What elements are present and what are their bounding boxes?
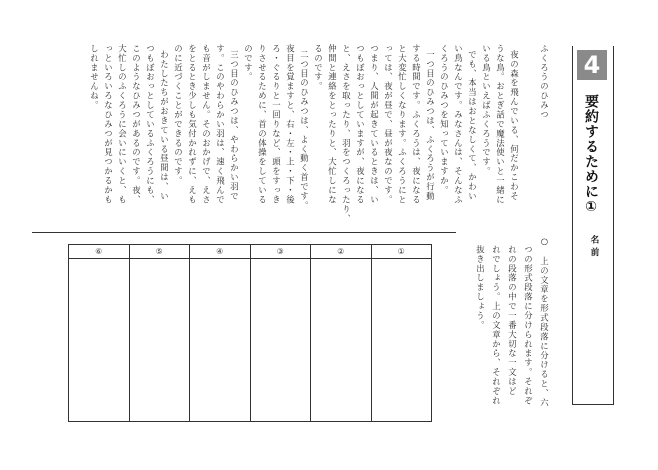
story-line: わたしたちがおきている昼間は、い [159,50,170,202]
answer-column-6 [69,245,129,421]
story-line: つまり、人間が起きているときは、い [369,44,380,205]
story-line: 仲間と連絡をとったりと、大忙しにな [327,44,338,205]
story-line: 三つ目のひみつは、やわらかい羽で [229,50,240,202]
answer-cell[interactable] [69,259,129,421]
answer-column-header: ① [372,245,432,259]
instruction-line: 抜き出しましょう。 [475,245,486,330]
answer-cell[interactable] [190,259,250,421]
answer-column-header: ③ [251,245,311,259]
answer-column-header: ⑥ [69,245,129,259]
story-line: す。このやわらかい羽は、速く飛んで [215,44,226,205]
story-title: ふくろうのひみつ [539,44,550,120]
answer-table [68,244,432,422]
story-line: する時間です。ふくろうは、夜になる [411,44,422,205]
answer-column-header: ④ [190,245,250,259]
story-line: い鳥なんです。みなさんは、そんなふ [453,44,464,205]
story-line: ろ・ぐるりと一回りなど、頭をすっき [271,44,282,205]
instruction-line: れでしょう。上の文章から、それぞれ [491,245,502,406]
story-line: このようなひみつがあるのです。夜、 [131,44,142,205]
answer-column-header: ② [311,245,371,259]
story-line: くろうのひみつを知っていますか。 [439,44,450,196]
instruction-line: ○ 上の文章を形式段落に分けると、六 [539,236,550,408]
answer-column-2 [310,245,371,421]
story-line: と大変忙しくなります。ふくろうにと [397,44,408,205]
story-line: うな鳥。おとぎ話で魔法使いと一緒に [495,44,506,205]
answer-cell[interactable] [130,259,190,421]
story-line: いる鳥といえばふくろうです。 [481,44,492,177]
lesson-title: 要約するために① [583,94,599,216]
answer-column-header: ⑤ [130,245,190,259]
story-line: 夜の森を飛んでいる、何だかこわそ [509,50,520,202]
lesson-title-box [572,46,614,405]
story-line: 二つ目のひみつは、よく動く首です。 [299,50,310,211]
answer-cell[interactable] [311,259,371,421]
answer-column-5 [129,245,190,421]
story-line: と、えさを取ったり、羽をつくろったり、 [341,44,352,224]
answer-cell[interactable] [251,259,311,421]
story-line: るのです。 [313,44,324,92]
story-line: をとるとき少しも気付かれずに、えも [187,44,198,205]
story-line: 一つ目のひみつは、ふくろうが行動 [425,50,436,202]
story-line: つもぼおっとしていますが、夜になる [355,44,366,205]
answer-column-1 [371,245,432,421]
story-line: っといろいろなひみつが見つかるかも [103,44,114,205]
story-line: のに近づくことができるのです。 [173,44,184,186]
story-line: しれませんね。 [89,44,100,111]
story-line: りさせるために、首の体操をしている [257,44,268,205]
answer-cell[interactable] [372,259,432,421]
name-label: 名前 [589,235,599,260]
section-divider [32,232,456,233]
instruction-line: れの段落の中で一番大切な一文はど [507,245,518,397]
story-line: 夜目を覚ますと、右・左・上・下・後 [285,44,296,205]
answer-column-4 [189,245,250,421]
lesson-number-badge: 4 [577,50,607,80]
instruction-line: つの形式段落に分けられます。それぞ [523,245,534,406]
story-line: のです。 [243,44,254,82]
story-line: も音がしません。そのおかげで、えさ [201,44,212,205]
story-line: でも、本当はおとなしくて、かわい [467,50,478,202]
answer-column-3 [250,245,311,421]
story-line: つもぼおっとしているふくろうにも、 [145,44,156,205]
story-line: 大忙しのふくろうに会いにいくと、も [117,44,128,205]
story-line: っては、夜が昼で、昼が夜なのです。 [383,44,394,205]
